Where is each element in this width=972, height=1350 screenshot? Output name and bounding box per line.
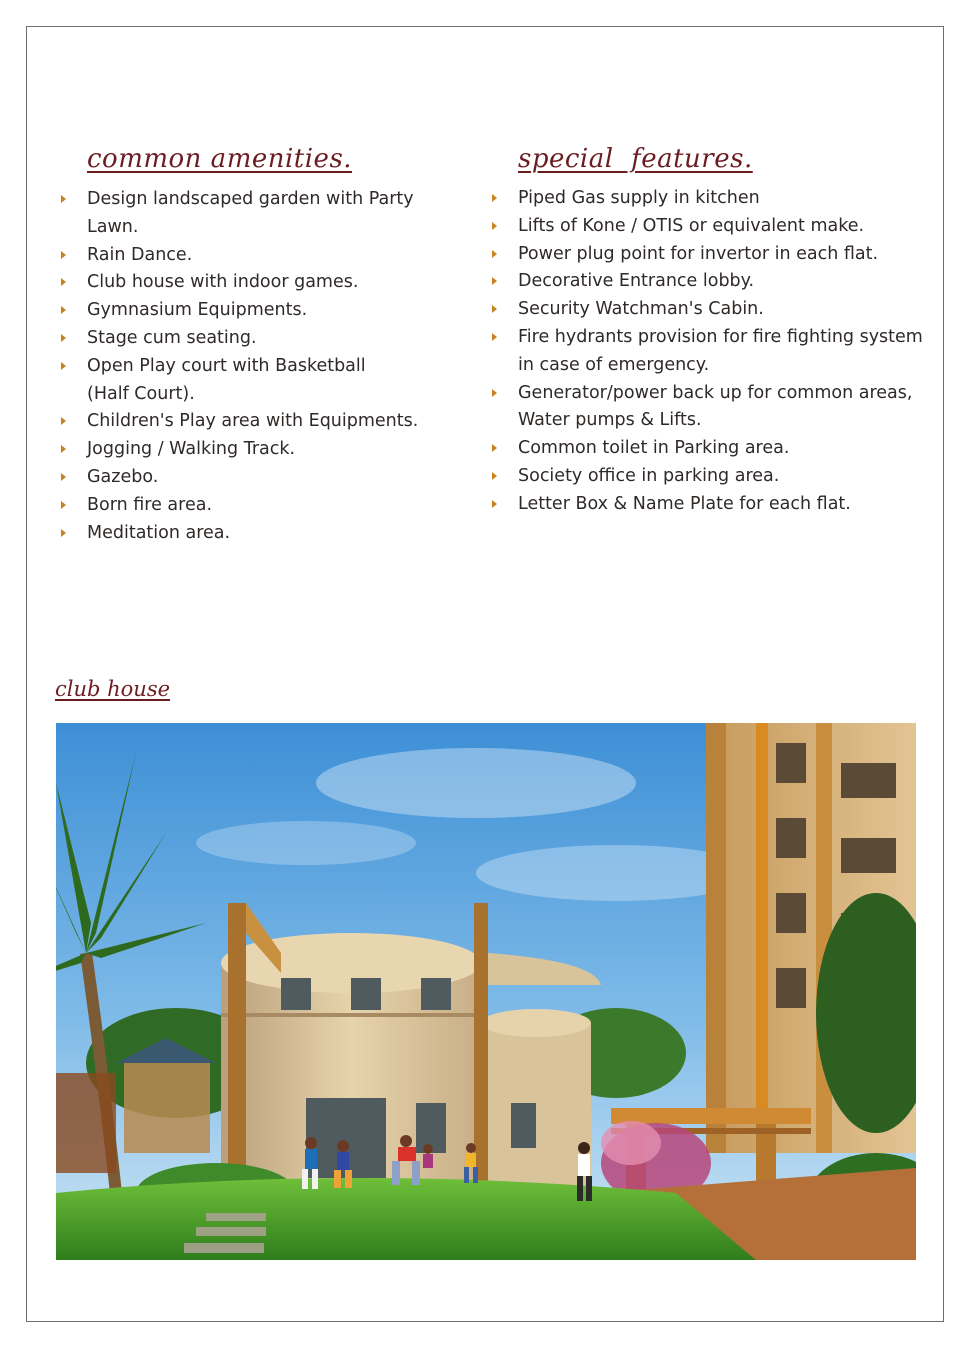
triangle-bullet-icon [487,463,499,491]
triangle-bullet-icon [487,435,499,463]
list-item: Jogging / Walking Track. [56,436,456,464]
list-item: Stage cum seating. [56,325,456,353]
list-item: Letter Box & Name Plate for each flat. [487,491,937,519]
list-item: Born fire area. [56,492,456,520]
triangle-bullet-icon [56,520,68,548]
triangle-bullet-icon [56,436,68,464]
triangle-bullet-icon [56,242,68,270]
triangle-bullet-icon [56,269,68,297]
club-house-heading: club house [55,677,171,701]
triangle-bullet-icon [487,213,499,241]
features-list [487,185,937,519]
list-item: Club house with indoor games. [56,269,456,297]
triangle-bullet-icon [487,380,499,408]
triangle-bullet-icon [56,464,68,492]
list-item: Security Watchman's Cabin. [487,296,937,324]
list-item: Decorative Entrance lobby. [487,268,937,296]
list-item: Open Play court with Basketball (Half Court). [56,353,456,409]
list-item: Fire hydrants provision for fire fighting system in case of emergency. [487,324,937,380]
amenities-list [56,186,456,547]
list-item: Rain Dance. [56,242,456,270]
list-item: Generator/power back up for common areas, Water pumps & Lifts. [487,380,937,436]
triangle-bullet-icon [56,408,68,436]
list-item: Gymnasium Equipments. [56,297,456,325]
triangle-bullet-icon [56,492,68,520]
club-house-render-image [56,723,916,1260]
triangle-bullet-icon [487,268,499,296]
list-item: Lifts of Kone / OTIS or equivalent make. [487,213,937,241]
list-item: Gazebo. [56,464,456,492]
list-item: Society office in parking area. [487,463,937,491]
list-item: Meditation area. [56,520,456,548]
triangle-bullet-icon [487,296,499,324]
list-item: Design landscaped garden with Party Lawn. [56,186,456,242]
features-heading: special features. [518,144,753,174]
triangle-bullet-icon [487,185,499,213]
triangle-bullet-icon [56,186,68,214]
triangle-bullet-icon [56,325,68,353]
triangle-bullet-icon [487,324,499,352]
list-item: Piped Gas supply in kitchen [487,185,937,213]
list-item: Power plug point for invertor in each flat. [487,241,937,269]
triangle-bullet-icon [487,491,499,519]
triangle-bullet-icon [56,297,68,325]
amenities-heading: common amenities. [87,144,353,174]
list-item: Children's Play area with Equipments. [56,408,456,436]
triangle-bullet-icon [56,353,68,381]
list-item: Common toilet in Parking area. [487,435,937,463]
triangle-bullet-icon [487,241,499,269]
